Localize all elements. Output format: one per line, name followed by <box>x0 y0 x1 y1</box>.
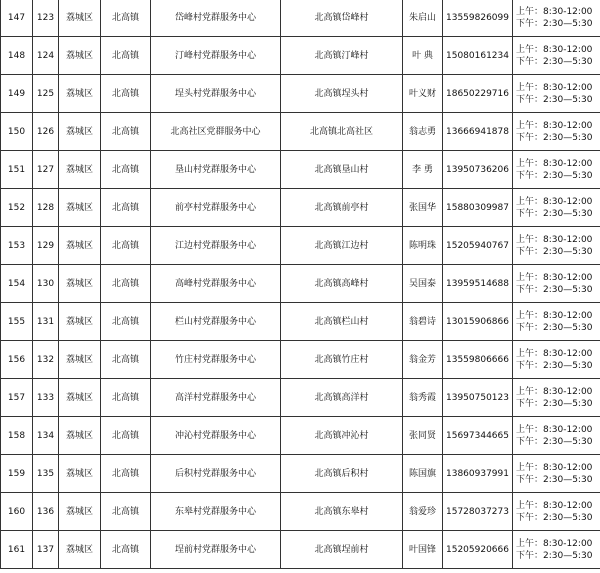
cell-serial-number: 149 <box>1 75 33 113</box>
cell-serial-number: 148 <box>1 37 33 75</box>
cell-phone: 18650229716 <box>443 75 513 113</box>
cell-town: 北高镇 <box>101 455 151 493</box>
cell-service-center: 高峰村党群服务中心 <box>151 265 281 303</box>
cell-contact-person: 张同贤 <box>403 417 443 455</box>
cell-district: 荔城区 <box>59 265 101 303</box>
cell-sub-number: 129 <box>33 227 59 265</box>
cell-service-center: 江边村党群服务中心 <box>151 227 281 265</box>
cell-town: 北高镇 <box>101 151 151 189</box>
table-row <box>1 303 600 341</box>
cell-district: 荔城区 <box>59 75 101 113</box>
cell-town: 北高镇 <box>101 0 151 37</box>
cell-address: 北高镇汀峰村 <box>281 37 403 75</box>
cell-town: 北高镇 <box>101 37 151 75</box>
cell-contact-person: 张国华 <box>403 189 443 227</box>
cell-sub-number: 134 <box>33 417 59 455</box>
cell-serial-number: 154 <box>1 265 33 303</box>
cell-office-hours: 上午：8:30-12:00 下午：2:30—5:30 <box>513 0 600 37</box>
cell-serial-number: 155 <box>1 303 33 341</box>
cell-contact-person: 叶义财 <box>403 75 443 113</box>
cell-district: 荔城区 <box>59 113 101 151</box>
cell-office-hours: 上午：8:30-12:00 下午：2:30—5:30 <box>513 75 600 113</box>
cell-contact-person: 翁碧诗 <box>403 303 443 341</box>
cell-sub-number: 128 <box>33 189 59 227</box>
cell-serial-number: 147 <box>1 0 33 37</box>
cell-service-center: 东皋村党群服务中心 <box>151 493 281 531</box>
table-row <box>1 113 600 151</box>
cell-sub-number: 127 <box>33 151 59 189</box>
cell-serial-number: 152 <box>1 189 33 227</box>
cell-phone: 15205940767 <box>443 227 513 265</box>
table-row <box>1 37 600 75</box>
cell-address: 北高镇高峰村 <box>281 265 403 303</box>
cell-serial-number: 161 <box>1 531 33 569</box>
cell-sub-number: 135 <box>33 455 59 493</box>
cell-contact-person: 李 勇 <box>403 151 443 189</box>
cell-address: 北高镇后积村 <box>281 455 403 493</box>
cell-office-hours: 上午：8:30-12:00 下午：2:30—5:30 <box>513 265 600 303</box>
cell-phone: 13950736206 <box>443 151 513 189</box>
cell-phone: 13950750123 <box>443 379 513 417</box>
cell-service-center: 汀峰村党群服务中心 <box>151 37 281 75</box>
cell-contact-person: 翁爱珍 <box>403 493 443 531</box>
cell-contact-person: 叶国锋 <box>403 531 443 569</box>
cell-service-center: 垦山村党群服务中心 <box>151 151 281 189</box>
cell-district: 荔城区 <box>59 417 101 455</box>
cell-sub-number: 136 <box>33 493 59 531</box>
cell-serial-number: 157 <box>1 379 33 417</box>
cell-service-center: 埕前村党群服务中心 <box>151 531 281 569</box>
cell-service-center: 岱峰村党群服务中心 <box>151 0 281 37</box>
cell-sub-number: 137 <box>33 531 59 569</box>
cell-serial-number: 159 <box>1 455 33 493</box>
cell-service-center: 栏山村党群服务中心 <box>151 303 281 341</box>
cell-district: 荔城区 <box>59 341 101 379</box>
cell-address: 北高镇冲沁村 <box>281 417 403 455</box>
cell-service-center: 前亭村党群服务中心 <box>151 189 281 227</box>
cell-serial-number: 153 <box>1 227 33 265</box>
table-row <box>1 265 600 303</box>
cell-serial-number: 158 <box>1 417 33 455</box>
cell-district: 荔城区 <box>59 189 101 227</box>
cell-town: 北高镇 <box>101 303 151 341</box>
cell-service-center: 高洋村党群服务中心 <box>151 379 281 417</box>
cell-district: 荔城区 <box>59 493 101 531</box>
cell-town: 北高镇 <box>101 341 151 379</box>
table-row <box>1 379 600 417</box>
cell-phone: 13015906866 <box>443 303 513 341</box>
cell-address: 北高镇栏山村 <box>281 303 403 341</box>
cell-phone: 13559826099 <box>443 0 513 37</box>
cell-service-center: 埕头村党群服务中心 <box>151 75 281 113</box>
cell-contact-person: 陈国旗 <box>403 455 443 493</box>
cell-phone: 13559806666 <box>443 341 513 379</box>
table-row <box>1 531 600 569</box>
cell-phone: 15697344665 <box>443 417 513 455</box>
table-row <box>1 75 600 113</box>
cell-serial-number: 160 <box>1 493 33 531</box>
cell-office-hours: 上午：8:30-12:00 下午：2:30—5:30 <box>513 455 600 493</box>
cell-sub-number: 126 <box>33 113 59 151</box>
table-row <box>1 341 600 379</box>
table-row <box>1 417 600 455</box>
cell-address: 北高镇江边村 <box>281 227 403 265</box>
cell-address: 北高镇埕前村 <box>281 531 403 569</box>
cell-office-hours: 上午：8:30-12:00 下午：2:30—5:30 <box>513 531 600 569</box>
cell-district: 荔城区 <box>59 0 101 37</box>
cell-office-hours: 上午：8:30-12:00 下午：2:30—5:30 <box>513 227 600 265</box>
cell-district: 荔城区 <box>59 37 101 75</box>
cell-address: 北高镇岱峰村 <box>281 0 403 37</box>
cell-town: 北高镇 <box>101 493 151 531</box>
cell-phone: 13959514688 <box>443 265 513 303</box>
cell-service-center: 竹庄村党群服务中心 <box>151 341 281 379</box>
cell-town: 北高镇 <box>101 113 151 151</box>
table-row <box>1 455 600 493</box>
cell-phone: 13860937991 <box>443 455 513 493</box>
cell-district: 荔城区 <box>59 531 101 569</box>
cell-phone: 15205920666 <box>443 531 513 569</box>
cell-contact-person: 陈明珠 <box>403 227 443 265</box>
cell-contact-person: 翁秀霞 <box>403 379 443 417</box>
cell-address: 北高镇埕头村 <box>281 75 403 113</box>
cell-contact-person: 吴国泰 <box>403 265 443 303</box>
cell-town: 北高镇 <box>101 75 151 113</box>
cell-sub-number: 132 <box>33 341 59 379</box>
cell-town: 北高镇 <box>101 227 151 265</box>
cell-sub-number: 131 <box>33 303 59 341</box>
cell-sub-number: 124 <box>33 37 59 75</box>
cell-address: 北高镇竹庄村 <box>281 341 403 379</box>
cell-town: 北高镇 <box>101 189 151 227</box>
cell-service-center: 后积村党群服务中心 <box>151 455 281 493</box>
cell-office-hours: 上午：8:30-12:00 下午：2:30—5:30 <box>513 379 600 417</box>
cell-office-hours: 上午：8:30-12:00 下午：2:30—5:30 <box>513 417 600 455</box>
cell-contact-person: 翁志勇 <box>403 113 443 151</box>
cell-office-hours: 上午：8:30-12:00 下午：2:30—5:30 <box>513 151 600 189</box>
cell-address: 北高镇前亭村 <box>281 189 403 227</box>
table-row <box>1 493 600 531</box>
cell-sub-number: 130 <box>33 265 59 303</box>
table-row <box>1 0 600 37</box>
cell-district: 荔城区 <box>59 455 101 493</box>
cell-town: 北高镇 <box>101 531 151 569</box>
cell-office-hours: 上午：8:30-12:00 下午：2:30—5:30 <box>513 189 600 227</box>
cell-office-hours: 上午：8:30-12:00 下午：2:30—5:30 <box>513 341 600 379</box>
cell-contact-person: 朱启山 <box>403 0 443 37</box>
table-body <box>1 0 600 569</box>
cell-office-hours: 上午：8:30-12:00 下午：2:30—5:30 <box>513 493 600 531</box>
cell-town: 北高镇 <box>101 417 151 455</box>
cell-phone: 15880309987 <box>443 189 513 227</box>
cell-phone: 15728037273 <box>443 493 513 531</box>
cell-office-hours: 上午：8:30-12:00 下午：2:30—5:30 <box>513 113 600 151</box>
cell-town: 北高镇 <box>101 379 151 417</box>
cell-serial-number: 151 <box>1 151 33 189</box>
cell-town: 北高镇 <box>101 265 151 303</box>
cell-district: 荔城区 <box>59 379 101 417</box>
table-row <box>1 227 600 265</box>
cell-address: 北高镇高洋村 <box>281 379 403 417</box>
cell-office-hours: 上午：8:30-12:00 下午：2:30—5:30 <box>513 37 600 75</box>
cell-service-center: 冲沁村党群服务中心 <box>151 417 281 455</box>
cell-contact-person: 翁金芳 <box>403 341 443 379</box>
table-row <box>1 151 600 189</box>
cell-district: 荔城区 <box>59 151 101 189</box>
cell-address: 北高镇北高社区 <box>281 113 403 151</box>
cell-address: 北高镇垦山村 <box>281 151 403 189</box>
cell-district: 荔城区 <box>59 303 101 341</box>
cell-office-hours: 上午：8:30-12:00 下午：2:30—5:30 <box>513 303 600 341</box>
cell-serial-number: 156 <box>1 341 33 379</box>
cell-sub-number: 133 <box>33 379 59 417</box>
cell-phone: 13666941878 <box>443 113 513 151</box>
cell-sub-number: 123 <box>33 0 59 37</box>
cell-district: 荔城区 <box>59 227 101 265</box>
cell-service-center: 北高社区党群服务中心 <box>151 113 281 151</box>
cell-sub-number: 125 <box>33 75 59 113</box>
cell-contact-person: 叶 典 <box>403 37 443 75</box>
cell-phone: 15080161234 <box>443 37 513 75</box>
cell-serial-number: 150 <box>1 113 33 151</box>
table-row <box>1 189 600 227</box>
cell-address: 北高镇东皋村 <box>281 493 403 531</box>
